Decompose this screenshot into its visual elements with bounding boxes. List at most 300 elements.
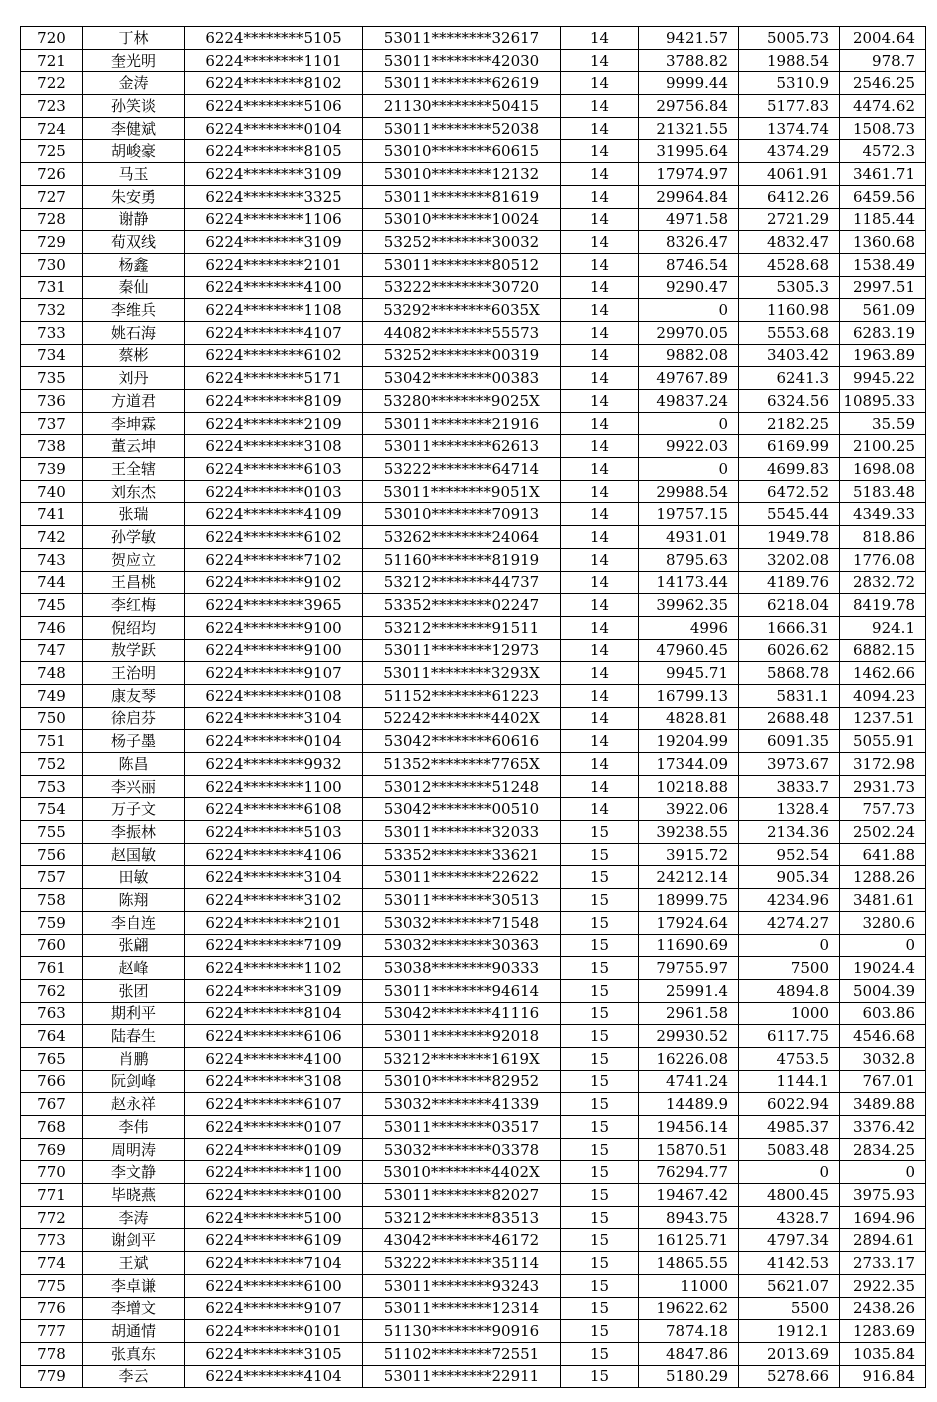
amount-c-cell: 1698.08	[840, 458, 926, 481]
row-index-cell: 721	[21, 49, 83, 72]
amount-c-cell: 2931.73	[840, 775, 926, 798]
group-cell: 15	[561, 1161, 639, 1184]
group-cell: 15	[561, 1206, 639, 1229]
bank-account-cell: 6224********3965	[185, 594, 363, 617]
amount-b-cell: 2134.36	[739, 821, 840, 844]
name-cell: 杨鑫	[83, 253, 185, 276]
amount-c-cell: 2997.51	[840, 276, 926, 299]
row-index-cell: 726	[21, 163, 83, 186]
row-index-cell: 771	[21, 1184, 83, 1207]
bank-account-cell: 6224********8104	[185, 1002, 363, 1025]
table-row	[21, 95, 926, 118]
amount-b-cell: 4328.7	[739, 1206, 840, 1229]
name-cell: 阮剑峰	[83, 1070, 185, 1093]
amount-a-cell: 4828.81	[639, 707, 739, 730]
row-index-cell: 761	[21, 957, 83, 980]
amount-a-cell: 9882.08	[639, 344, 739, 367]
name-cell: 康友琴	[83, 684, 185, 707]
amount-a-cell: 49837.24	[639, 390, 739, 413]
bank-account-cell: 6224********9102	[185, 571, 363, 594]
amount-a-cell: 3788.82	[639, 49, 739, 72]
amount-b-cell: 6412.26	[739, 185, 840, 208]
table-row	[21, 1070, 926, 1093]
amount-a-cell: 9421.57	[639, 27, 739, 50]
amount-a-cell: 17344.09	[639, 753, 739, 776]
row-index-cell: 722	[21, 72, 83, 95]
group-cell: 14	[561, 276, 639, 299]
amount-b-cell: 5868.78	[739, 662, 840, 685]
group-cell: 14	[561, 72, 639, 95]
group-cell: 14	[561, 49, 639, 72]
table-row	[21, 231, 926, 254]
group-cell: 15	[561, 1297, 639, 1320]
amount-a-cell: 29930.52	[639, 1025, 739, 1048]
amount-a-cell: 5180.29	[639, 1365, 739, 1388]
amount-c-cell: 2546.25	[840, 72, 926, 95]
group-cell: 15	[561, 957, 639, 980]
table-row	[21, 1116, 926, 1139]
group-cell: 14	[561, 503, 639, 526]
row-index-cell: 725	[21, 140, 83, 163]
group-cell: 14	[561, 775, 639, 798]
amount-b-cell: 4832.47	[739, 231, 840, 254]
name-cell: 张团	[83, 979, 185, 1002]
bank-account-cell: 6224********4104	[185, 1365, 363, 1388]
amount-b-cell: 4985.37	[739, 1116, 840, 1139]
table-row	[21, 185, 926, 208]
group-cell: 14	[561, 548, 639, 571]
amount-c-cell: 767.01	[840, 1070, 926, 1093]
group-cell: 14	[561, 367, 639, 390]
table-row	[21, 27, 926, 50]
amount-b-cell: 4234.96	[739, 889, 840, 912]
bank-account-cell: 6224********3102	[185, 889, 363, 912]
group-cell: 15	[561, 889, 639, 912]
amount-c-cell: 2502.24	[840, 821, 926, 844]
bank-account-cell: 6224********4106	[185, 843, 363, 866]
id-number-cell: 53011********80512	[363, 253, 561, 276]
table-row	[21, 208, 926, 231]
row-index-cell: 772	[21, 1206, 83, 1229]
row-index-cell: 770	[21, 1161, 83, 1184]
group-cell: 14	[561, 185, 639, 208]
name-cell: 倪绍均	[83, 616, 185, 639]
amount-a-cell: 4996	[639, 616, 739, 639]
table-row	[21, 503, 926, 526]
amount-b-cell: 6324.56	[739, 390, 840, 413]
amount-c-cell: 4572.3	[840, 140, 926, 163]
id-number-cell: 52242********4402X	[363, 707, 561, 730]
bank-account-cell: 6224********5106	[185, 95, 363, 118]
row-index-cell: 739	[21, 458, 83, 481]
amount-b-cell: 3973.67	[739, 753, 840, 776]
amount-a-cell: 10218.88	[639, 775, 739, 798]
name-cell: 谢静	[83, 208, 185, 231]
amount-c-cell: 757.73	[840, 798, 926, 821]
table-row	[21, 1365, 926, 1388]
table-row	[21, 889, 926, 912]
amount-c-cell: 603.86	[840, 1002, 926, 1025]
amount-c-cell: 1963.89	[840, 344, 926, 367]
amount-a-cell: 9945.71	[639, 662, 739, 685]
row-index-cell: 763	[21, 1002, 83, 1025]
bank-account-cell: 6224********4107	[185, 321, 363, 344]
table-row	[21, 276, 926, 299]
name-cell: 谢剑平	[83, 1229, 185, 1252]
amount-b-cell: 4800.45	[739, 1184, 840, 1207]
group-cell: 14	[561, 594, 639, 617]
table-row	[21, 163, 926, 186]
amount-c-cell: 5004.39	[840, 979, 926, 1002]
group-cell: 14	[561, 639, 639, 662]
name-cell: 王治明	[83, 662, 185, 685]
group-cell: 14	[561, 662, 639, 685]
row-index-cell: 727	[21, 185, 83, 208]
amount-b-cell: 1000	[739, 1002, 840, 1025]
table-row	[21, 480, 926, 503]
name-cell: 陈翔	[83, 889, 185, 912]
amount-c-cell: 561.09	[840, 299, 926, 322]
amount-a-cell: 15870.51	[639, 1138, 739, 1161]
amount-b-cell: 2182.25	[739, 412, 840, 435]
id-number-cell: 53222********30720	[363, 276, 561, 299]
row-index-cell: 762	[21, 979, 83, 1002]
row-index-cell: 753	[21, 775, 83, 798]
name-cell: 陈昌	[83, 753, 185, 776]
amount-a-cell: 47960.45	[639, 639, 739, 662]
amount-a-cell: 19204.99	[639, 730, 739, 753]
table-row	[21, 1206, 926, 1229]
amount-b-cell: 6169.99	[739, 435, 840, 458]
row-index-cell: 777	[21, 1320, 83, 1343]
amount-a-cell: 18999.75	[639, 889, 739, 912]
id-number-cell: 53010********60615	[363, 140, 561, 163]
id-number-cell: 53038********90333	[363, 957, 561, 980]
group-cell: 14	[561, 321, 639, 344]
amount-a-cell: 31995.64	[639, 140, 739, 163]
id-number-cell: 53032********71548	[363, 911, 561, 934]
id-number-cell: 53011********93243	[363, 1274, 561, 1297]
row-index-cell: 778	[21, 1342, 83, 1365]
bank-account-cell: 6224********9107	[185, 662, 363, 685]
amount-b-cell: 2013.69	[739, 1342, 840, 1365]
name-cell: 李维兵	[83, 299, 185, 322]
amount-c-cell: 10895.33	[840, 390, 926, 413]
id-number-cell: 53010********82952	[363, 1070, 561, 1093]
table-row	[21, 72, 926, 95]
name-cell: 张瑞	[83, 503, 185, 526]
table-row	[21, 775, 926, 798]
amount-b-cell: 952.54	[739, 843, 840, 866]
amount-a-cell: 29964.84	[639, 185, 739, 208]
row-index-cell: 751	[21, 730, 83, 753]
row-index-cell: 774	[21, 1252, 83, 1275]
group-cell: 15	[561, 843, 639, 866]
bank-account-cell: 6224********0103	[185, 480, 363, 503]
table-row	[21, 1025, 926, 1048]
row-index-cell: 779	[21, 1365, 83, 1388]
name-cell: 孙笑谈	[83, 95, 185, 118]
amount-a-cell: 14173.44	[639, 571, 739, 594]
amount-c-cell: 2438.26	[840, 1297, 926, 1320]
id-number-cell: 51160********81919	[363, 548, 561, 571]
amount-c-cell: 19024.4	[840, 957, 926, 980]
id-number-cell: 53012********51248	[363, 775, 561, 798]
amount-a-cell: 14865.55	[639, 1252, 739, 1275]
row-index-cell: 757	[21, 866, 83, 889]
amount-a-cell: 19456.14	[639, 1116, 739, 1139]
table-row	[21, 367, 926, 390]
row-index-cell: 768	[21, 1116, 83, 1139]
row-index-cell: 750	[21, 707, 83, 730]
row-index-cell: 766	[21, 1070, 83, 1093]
amount-b-cell: 6117.75	[739, 1025, 840, 1048]
amount-b-cell: 6026.62	[739, 639, 840, 662]
id-number-cell: 53292********6035X	[363, 299, 561, 322]
amount-b-cell: 4374.29	[739, 140, 840, 163]
id-number-cell: 53011********62619	[363, 72, 561, 95]
bank-account-cell: 6224********3105	[185, 1342, 363, 1365]
name-cell: 田敏	[83, 866, 185, 889]
id-number-cell: 53011********32033	[363, 821, 561, 844]
name-cell: 王斌	[83, 1252, 185, 1275]
group-cell: 14	[561, 95, 639, 118]
amount-b-cell: 2688.48	[739, 707, 840, 730]
id-number-cell: 53011********03517	[363, 1116, 561, 1139]
id-number-cell: 43042********46172	[363, 1229, 561, 1252]
row-index-cell: 769	[21, 1138, 83, 1161]
name-cell: 金涛	[83, 72, 185, 95]
name-cell: 朱安勇	[83, 185, 185, 208]
amount-b-cell: 4061.91	[739, 163, 840, 186]
amount-a-cell: 16226.08	[639, 1047, 739, 1070]
bank-account-cell: 6224********1102	[185, 957, 363, 980]
group-cell: 14	[561, 480, 639, 503]
amount-b-cell: 6241.3	[739, 367, 840, 390]
amount-c-cell: 3975.93	[840, 1184, 926, 1207]
name-cell: 李云	[83, 1365, 185, 1388]
amount-c-cell: 1035.84	[840, 1342, 926, 1365]
id-number-cell: 53011********9051X	[363, 480, 561, 503]
amount-c-cell: 1288.26	[840, 866, 926, 889]
amount-b-cell: 5177.83	[739, 95, 840, 118]
amount-a-cell: 29756.84	[639, 95, 739, 118]
name-cell: 赵永祥	[83, 1093, 185, 1116]
table-row	[21, 798, 926, 821]
row-index-cell: 724	[21, 117, 83, 140]
group-cell: 15	[561, 821, 639, 844]
name-cell: 徐启芬	[83, 707, 185, 730]
name-cell: 赵国敏	[83, 843, 185, 866]
amount-a-cell: 4741.24	[639, 1070, 739, 1093]
amount-a-cell: 19622.62	[639, 1297, 739, 1320]
table-row	[21, 1161, 926, 1184]
id-number-cell: 51102********72551	[363, 1342, 561, 1365]
name-cell: 敖学跃	[83, 639, 185, 662]
amount-b-cell: 5621.07	[739, 1274, 840, 1297]
row-index-cell: 742	[21, 526, 83, 549]
name-cell: 马玉	[83, 163, 185, 186]
row-index-cell: 758	[21, 889, 83, 912]
id-number-cell: 53042********00510	[363, 798, 561, 821]
group-cell: 15	[561, 1025, 639, 1048]
table-row	[21, 117, 926, 140]
amount-a-cell: 49767.89	[639, 367, 739, 390]
amount-a-cell: 17974.97	[639, 163, 739, 186]
group-cell: 14	[561, 616, 639, 639]
amount-c-cell: 1360.68	[840, 231, 926, 254]
table-row	[21, 1138, 926, 1161]
name-cell: 李伟	[83, 1116, 185, 1139]
amount-c-cell: 5183.48	[840, 480, 926, 503]
id-number-cell: 51152********61223	[363, 684, 561, 707]
amount-a-cell: 16799.13	[639, 684, 739, 707]
bank-account-cell: 6224********5105	[185, 27, 363, 50]
amount-a-cell: 0	[639, 412, 739, 435]
amount-a-cell: 29970.05	[639, 321, 739, 344]
amount-a-cell: 24212.14	[639, 866, 739, 889]
table-row	[21, 140, 926, 163]
bank-account-cell: 6224********8105	[185, 140, 363, 163]
amount-c-cell: 1776.08	[840, 548, 926, 571]
table-row	[21, 594, 926, 617]
amount-c-cell: 4349.33	[840, 503, 926, 526]
id-number-cell: 21130********50415	[363, 95, 561, 118]
row-index-cell: 748	[21, 662, 83, 685]
group-cell: 15	[561, 1138, 639, 1161]
row-index-cell: 729	[21, 231, 83, 254]
group-cell: 14	[561, 117, 639, 140]
amount-b-cell: 1328.4	[739, 798, 840, 821]
amount-c-cell: 3461.71	[840, 163, 926, 186]
amount-a-cell: 8746.54	[639, 253, 739, 276]
group-cell: 15	[561, 1274, 639, 1297]
bank-account-cell: 6224********0107	[185, 1116, 363, 1139]
group-cell: 15	[561, 1365, 639, 1388]
amount-a-cell: 2961.58	[639, 1002, 739, 1025]
table-row	[21, 1342, 926, 1365]
group-cell: 14	[561, 27, 639, 50]
bank-account-cell: 6224********1101	[185, 49, 363, 72]
amount-b-cell: 4753.5	[739, 1047, 840, 1070]
table-row	[21, 821, 926, 844]
amount-a-cell: 39962.35	[639, 594, 739, 617]
name-cell: 张翩	[83, 934, 185, 957]
table-row	[21, 1184, 926, 1207]
row-index-cell: 731	[21, 276, 83, 299]
id-number-cell: 53011********30513	[363, 889, 561, 912]
bank-account-cell: 6224********6100	[185, 1274, 363, 1297]
name-cell: 王昌桃	[83, 571, 185, 594]
amount-a-cell: 76294.77	[639, 1161, 739, 1184]
name-cell: 赵峰	[83, 957, 185, 980]
amount-a-cell: 8326.47	[639, 231, 739, 254]
amount-c-cell: 1185.44	[840, 208, 926, 231]
id-number-cell: 53212********91511	[363, 616, 561, 639]
bank-account-cell: 6224********3109	[185, 979, 363, 1002]
table-row	[21, 639, 926, 662]
bank-account-cell: 6224********6109	[185, 1229, 363, 1252]
id-number-cell: 53011********22622	[363, 866, 561, 889]
name-cell: 丁林	[83, 27, 185, 50]
group-cell: 14	[561, 435, 639, 458]
group-cell: 15	[561, 1093, 639, 1116]
table-row	[21, 526, 926, 549]
bank-account-cell: 6224********1106	[185, 208, 363, 231]
id-number-cell: 53252********00319	[363, 344, 561, 367]
table-body	[21, 27, 926, 1388]
table-row	[21, 684, 926, 707]
bank-account-cell: 6224********0109	[185, 1138, 363, 1161]
bank-account-cell: 6224********3104	[185, 707, 363, 730]
row-index-cell: 740	[21, 480, 83, 503]
group-cell: 15	[561, 866, 639, 889]
table-row	[21, 934, 926, 957]
id-number-cell: 53252********30032	[363, 231, 561, 254]
row-index-cell: 730	[21, 253, 83, 276]
name-cell: 姚石海	[83, 321, 185, 344]
amount-c-cell: 4094.23	[840, 684, 926, 707]
table-row	[21, 1047, 926, 1070]
amount-b-cell: 3403.42	[739, 344, 840, 367]
bank-account-cell: 6224********6107	[185, 1093, 363, 1116]
table-row	[21, 390, 926, 413]
name-cell: 贺应立	[83, 548, 185, 571]
row-index-cell: 759	[21, 911, 83, 934]
name-cell: 陆春生	[83, 1025, 185, 1048]
row-index-cell: 747	[21, 639, 83, 662]
amount-a-cell: 79755.97	[639, 957, 739, 980]
row-index-cell: 752	[21, 753, 83, 776]
bank-account-cell: 6224********7104	[185, 1252, 363, 1275]
amount-b-cell: 5553.68	[739, 321, 840, 344]
amount-c-cell: 1694.96	[840, 1206, 926, 1229]
name-cell: 方道君	[83, 390, 185, 413]
group-cell: 14	[561, 140, 639, 163]
amount-a-cell: 25991.4	[639, 979, 739, 1002]
bank-account-cell: 6224********6102	[185, 526, 363, 549]
id-number-cell: 51130********90916	[363, 1320, 561, 1343]
bank-account-cell: 6224********3325	[185, 185, 363, 208]
table-row	[21, 957, 926, 980]
bank-account-cell: 6224********4109	[185, 503, 363, 526]
amount-a-cell: 0	[639, 299, 739, 322]
bank-account-cell: 6224********5103	[185, 821, 363, 844]
amount-b-cell: 6022.94	[739, 1093, 840, 1116]
amount-c-cell: 2922.35	[840, 1274, 926, 1297]
amount-a-cell: 3915.72	[639, 843, 739, 866]
group-cell: 15	[561, 1320, 639, 1343]
amount-b-cell: 4699.83	[739, 458, 840, 481]
name-cell: 李涛	[83, 1206, 185, 1229]
row-index-cell: 733	[21, 321, 83, 344]
bank-account-cell: 6224********6106	[185, 1025, 363, 1048]
bank-account-cell: 6224********8102	[185, 72, 363, 95]
table-row	[21, 299, 926, 322]
name-cell: 万子文	[83, 798, 185, 821]
amount-b-cell: 6472.52	[739, 480, 840, 503]
amount-c-cell: 6882.15	[840, 639, 926, 662]
bank-account-cell: 6224********5100	[185, 1206, 363, 1229]
table-row	[21, 253, 926, 276]
amount-b-cell: 4189.76	[739, 571, 840, 594]
row-index-cell: 734	[21, 344, 83, 367]
row-index-cell: 744	[21, 571, 83, 594]
table-row	[21, 979, 926, 1002]
row-index-cell: 756	[21, 843, 83, 866]
group-cell: 15	[561, 1002, 639, 1025]
name-cell: 李红梅	[83, 594, 185, 617]
